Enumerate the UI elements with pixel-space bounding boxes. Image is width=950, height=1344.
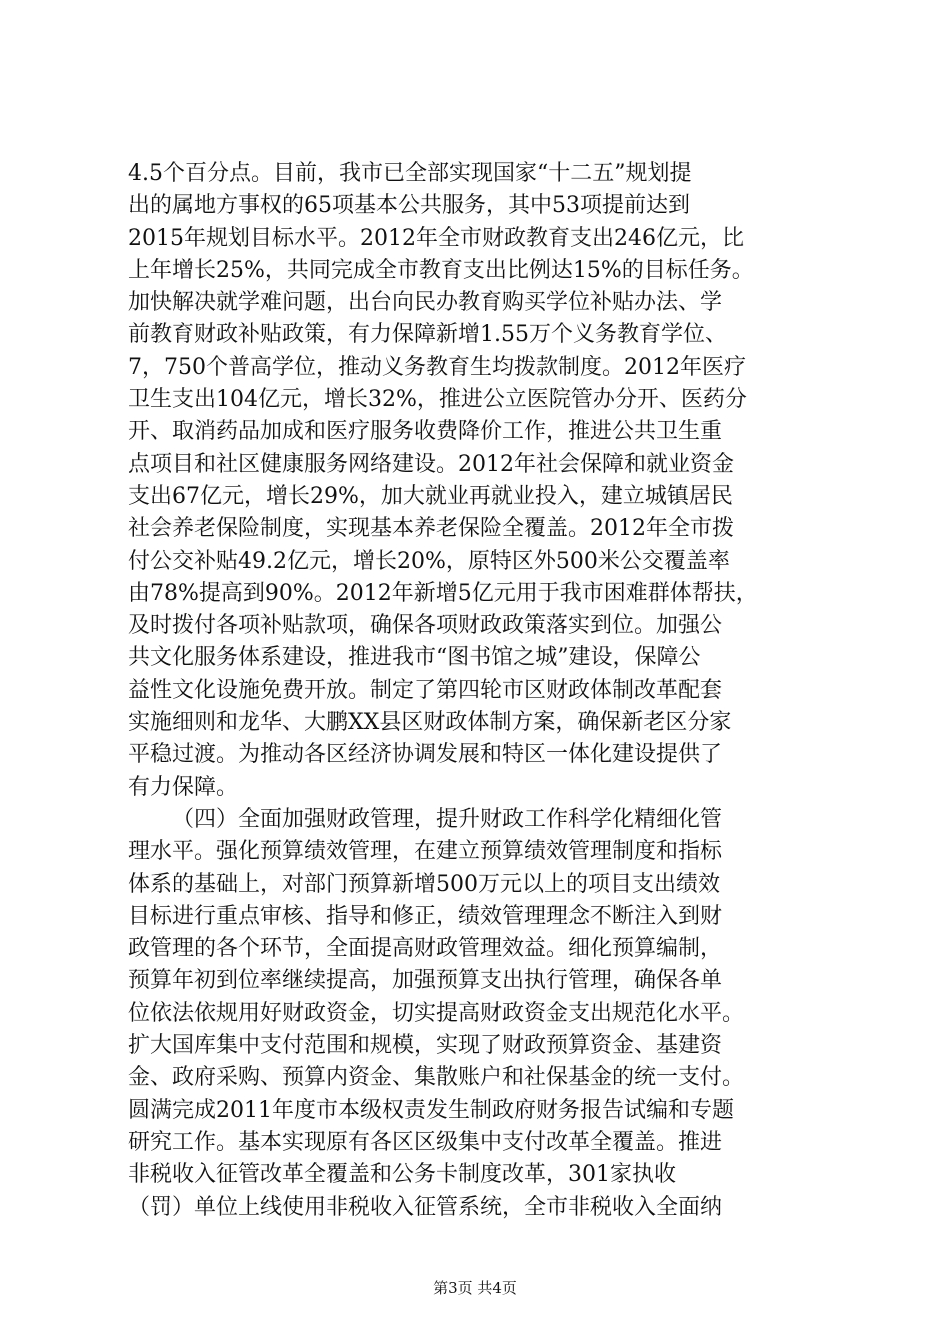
text-line: 4.5个百分点。目前，我市已全部实现国家“十二五”规划提 <box>128 161 692 186</box>
text-line: 2015年规划目标水平。2012年全市财政教育支出246亿元，比 <box>128 225 744 251</box>
text-line: 7，750个普高学位，推动义务教育生均拨款制度。2012年医疗 <box>128 354 746 380</box>
text-line: 加快解决就学难问题，出台向民办教育购买学位补贴办法、学 <box>128 290 723 316</box>
text-line: 目标进行重点审核、指导和修正，绩效管理理念不断注入到财 <box>128 903 723 929</box>
text-line: 社会养老保险制度，实现基本养老保险全覆盖。2012年全市拨 <box>128 516 734 542</box>
page-number: 第3页 共4页 <box>433 1279 517 1297</box>
text-line: 益性文化设施免费开放。制定了第四轮市区财政体制改革配套 <box>128 677 723 703</box>
text-line: （罚）单位上线使用非税收入征管系统，全市非税收入全面纳 <box>128 1194 723 1220</box>
text-line: 由78%提高到90%。2012年新增5亿元用于我市困难群体帮扶， <box>128 580 758 606</box>
text-line: 卫生支出104亿元，增长32%，推进公立医院管办分开、医药分 <box>128 387 747 413</box>
text-line: 有力保障。 <box>128 774 239 800</box>
text-line: 预算年初到位率继续提高，加强预算支出执行管理，确保各单 <box>128 968 723 994</box>
text-line: 实施细则和龙华、大鹏XX县区财政体制方案，确保新老区分家 <box>128 710 732 736</box>
text-line: 研究工作。基本实现原有各区区级集中支付改革全覆盖。推进 <box>128 1129 723 1155</box>
document-body <box>128 158 848 1224</box>
text-line: 共文化服务体系建设，推进我市“图书馆之城”建设，保障公 <box>128 645 701 671</box>
page-footer <box>0 1278 950 1298</box>
text-line: 支出67亿元，增长29%，加大就业再就业投入，建立城镇居民 <box>128 483 733 509</box>
text-line: 金、政府采购、预算内资金、集散账户和社保基金的统一支付。 <box>128 1065 745 1091</box>
text-line: 政管理的各个环节，全面提高财政管理效益。细化预算编制， <box>128 936 723 962</box>
text-line: 出的属地方事权的65项基本公共服务，其中53项提前达到 <box>128 193 690 219</box>
text-line: 付公交补贴49.2亿元，增长20%，原特区外500米公交覆盖率 <box>128 548 730 574</box>
text-line: 非税收入征管改革全覆盖和公务卡制度改革，301家执收 <box>128 1162 676 1188</box>
text-line: 圆满完成2011年度市本级权责发生制政府财务报告试编和专题 <box>128 1097 734 1123</box>
text-line: 体系的基础上，对部门预算新增500万元以上的项目支出绩效 <box>128 871 720 897</box>
text-line: 前教育财政补贴政策，有力保障新增1.55万个义务教育学位、 <box>128 322 727 348</box>
text-line: 平稳过渡。为推动各区经济协调发展和特区一体化建设提供了 <box>128 742 723 768</box>
text-line: 扩大国库集中支付范围和规模，实现了财政预算资金、基建资 <box>128 1033 723 1059</box>
text-line: 理水平。强化预算绩效管理，在建立预算绩效管理制度和指标 <box>128 839 723 865</box>
text-line: 开、取消药品加成和医疗服务收费降价工作，推进公共卫生重 <box>128 419 723 445</box>
text-line: 点项目和社区健康服务网络建设。2012年社会保障和就业资金 <box>128 451 734 477</box>
text-line: 上年增长25%，共同完成全市教育支出比例达15%的目标任务。 <box>128 257 754 283</box>
section-heading-line: （四）全面加强财政管理，提升财政工作科学化精细化管 <box>172 806 723 832</box>
text-line: 及时拨付各项补贴款项，确保各项财政政策落实到位。加强公 <box>128 613 723 639</box>
text-line: 位依法依规用好财政资金，切实提高财政资金支出规范化水平。 <box>128 1000 745 1026</box>
